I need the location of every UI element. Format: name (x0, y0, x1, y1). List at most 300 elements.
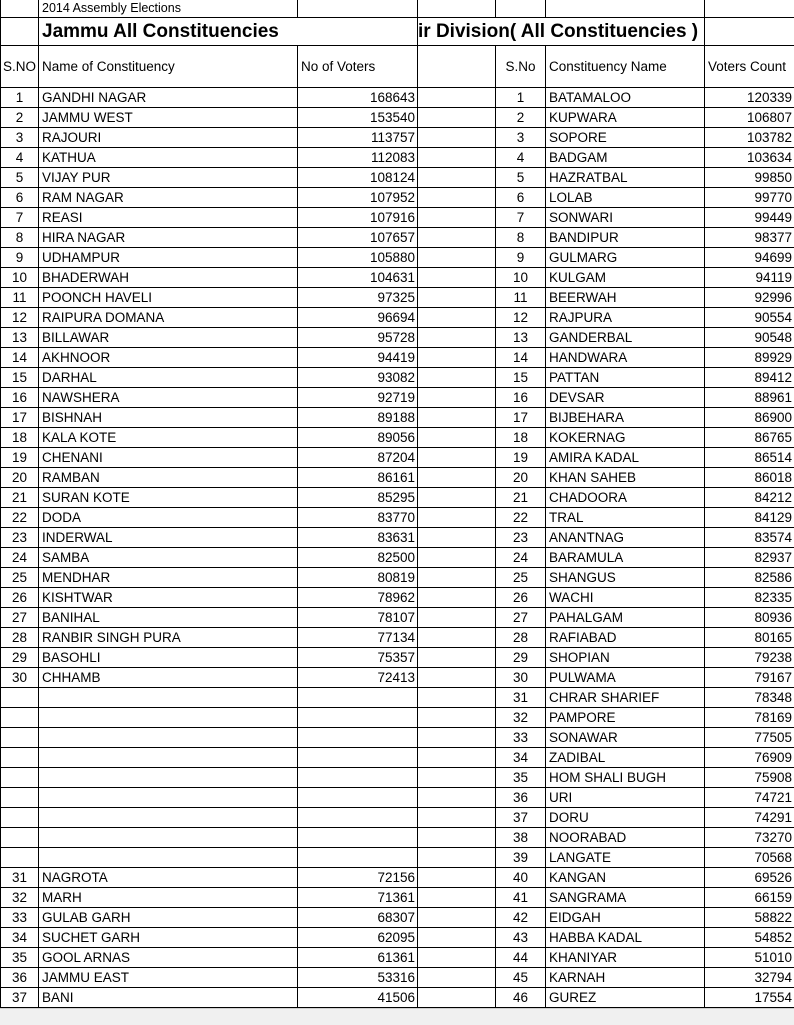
jammu-constituency-name[interactable]: CHENANI (39, 448, 298, 468)
cell[interactable] (418, 468, 496, 488)
kashmir-constituency-name[interactable]: TRAL (546, 508, 705, 528)
jammu-sno[interactable]: 17 (1, 408, 39, 428)
jammu-voters[interactable]: 75357 (298, 648, 418, 668)
jammu-voters[interactable]: 62095 (298, 928, 418, 948)
jammu-constituency-name[interactable]: JAMMU EAST (39, 968, 298, 988)
kashmir-voters[interactable]: 54852 (705, 928, 794, 948)
kashmir-sno[interactable]: 21 (496, 488, 546, 508)
jammu-sno[interactable]: 26 (1, 588, 39, 608)
jammu-voters[interactable] (298, 728, 418, 748)
kashmir-constituency-name[interactable]: RAJPURA (546, 308, 705, 328)
kashmir-sno[interactable]: 40 (496, 868, 546, 888)
kashmir-constituency-name[interactable]: PAHALGAM (546, 608, 705, 628)
jammu-sno[interactable]: 15 (1, 368, 39, 388)
cell[interactable] (418, 888, 496, 908)
kashmir-sno[interactable]: 4 (496, 148, 546, 168)
jammu-constituency-name[interactable] (39, 688, 298, 708)
kashmir-sno[interactable]: 22 (496, 508, 546, 528)
kashmir-constituency-name[interactable]: SOPORE (546, 128, 705, 148)
cell[interactable] (418, 968, 496, 988)
jammu-constituency-name[interactable]: KISHTWAR (39, 588, 298, 608)
kashmir-sno[interactable]: 15 (496, 368, 546, 388)
col-header-sno-right[interactable]: S.No (496, 46, 546, 88)
kashmir-constituency-name[interactable]: DORU (546, 808, 705, 828)
kashmir-sno[interactable]: 3 (496, 128, 546, 148)
cell[interactable] (418, 408, 496, 428)
kashmir-voters[interactable]: 73270 (705, 828, 794, 848)
kashmir-sno[interactable]: 8 (496, 228, 546, 248)
kashmir-voters[interactable]: 78348 (705, 688, 794, 708)
cell[interactable] (418, 108, 496, 128)
kashmir-sno[interactable]: 24 (496, 548, 546, 568)
cell[interactable] (418, 848, 496, 868)
kashmir-sno[interactable]: 37 (496, 808, 546, 828)
cell[interactable] (418, 308, 496, 328)
jammu-sno[interactable]: 30 (1, 668, 39, 688)
kashmir-voters[interactable]: 106807 (705, 108, 794, 128)
jammu-constituency-name[interactable] (39, 768, 298, 788)
kashmir-voters[interactable]: 99770 (705, 188, 794, 208)
kashmir-constituency-name[interactable]: GUREZ (546, 988, 705, 1008)
cell[interactable] (418, 18, 496, 46)
kashmir-voters[interactable]: 86900 (705, 408, 794, 428)
kashmir-constituency-name[interactable]: ANANTNAG (546, 528, 705, 548)
kashmir-voters[interactable]: 80936 (705, 608, 794, 628)
jammu-voters[interactable]: 89056 (298, 428, 418, 448)
jammu-voters[interactable]: 41506 (298, 988, 418, 1008)
kashmir-sno[interactable]: 33 (496, 728, 546, 748)
cell[interactable] (496, 0, 546, 18)
jammu-voters[interactable]: 89188 (298, 408, 418, 428)
jammu-sno[interactable]: 34 (1, 928, 39, 948)
kashmir-sno[interactable]: 26 (496, 588, 546, 608)
kashmir-sno[interactable]: 39 (496, 848, 546, 868)
jammu-voters[interactable]: 71361 (298, 888, 418, 908)
cell[interactable] (418, 0, 496, 18)
jammu-sno[interactable] (1, 828, 39, 848)
jammu-voters[interactable]: 83631 (298, 528, 418, 548)
jammu-voters[interactable]: 153540 (298, 108, 418, 128)
jammu-voters[interactable]: 61361 (298, 948, 418, 968)
kashmir-voters[interactable]: 51010 (705, 948, 794, 968)
kashmir-voters[interactable]: 94699 (705, 248, 794, 268)
jammu-voters[interactable]: 85295 (298, 488, 418, 508)
cell[interactable] (418, 768, 496, 788)
jammu-sno[interactable] (1, 728, 39, 748)
kashmir-voters[interactable]: 79167 (705, 668, 794, 688)
cell[interactable] (418, 448, 496, 468)
kashmir-sno[interactable]: 10 (496, 268, 546, 288)
kashmir-sno[interactable]: 44 (496, 948, 546, 968)
kashmir-sno[interactable]: 32 (496, 708, 546, 728)
jammu-voters[interactable] (298, 828, 418, 848)
jammu-voters[interactable]: 82500 (298, 548, 418, 568)
kashmir-constituency-name[interactable]: BIJBEHARA (546, 408, 705, 428)
cell[interactable] (418, 908, 496, 928)
cell[interactable] (418, 348, 496, 368)
jammu-sno[interactable]: 32 (1, 888, 39, 908)
jammu-sno[interactable]: 33 (1, 908, 39, 928)
jammu-voters[interactable] (298, 748, 418, 768)
jammu-constituency-name[interactable] (39, 848, 298, 868)
cell[interactable] (418, 548, 496, 568)
jammu-constituency-name[interactable]: INDERWAL (39, 528, 298, 548)
jammu-sno[interactable]: 28 (1, 628, 39, 648)
kashmir-constituency-name[interactable]: SONWARI (546, 208, 705, 228)
jammu-sno[interactable]: 5 (1, 168, 39, 188)
kashmir-constituency-name[interactable]: SHANGUS (546, 568, 705, 588)
jammu-voters[interactable]: 107657 (298, 228, 418, 248)
jammu-sno[interactable]: 7 (1, 208, 39, 228)
jammu-sno[interactable]: 9 (1, 248, 39, 268)
kashmir-sno[interactable]: 14 (496, 348, 546, 368)
jammu-voters[interactable]: 112083 (298, 148, 418, 168)
jammu-sno[interactable]: 25 (1, 568, 39, 588)
jammu-voters[interactable]: 77134 (298, 628, 418, 648)
cell[interactable] (418, 508, 496, 528)
kashmir-constituency-name[interactable]: URI (546, 788, 705, 808)
kashmir-constituency-name[interactable]: LOLAB (546, 188, 705, 208)
kashmir-constituency-name[interactable]: NOORABAD (546, 828, 705, 848)
kashmir-constituency-name[interactable]: BATAMALOO (546, 88, 705, 108)
kashmir-sno[interactable]: 11 (496, 288, 546, 308)
kashmir-constituency-name[interactable]: CHRAR SHARIEF (546, 688, 705, 708)
cell[interactable] (418, 328, 496, 348)
cell[interactable] (418, 46, 496, 88)
kashmir-voters[interactable]: 90548 (705, 328, 794, 348)
kashmir-constituency-name[interactable]: SHOPIAN (546, 648, 705, 668)
jammu-constituency-name[interactable]: KATHUA (39, 148, 298, 168)
jammu-constituency-name[interactable]: VIJAY PUR (39, 168, 298, 188)
kashmir-voters[interactable]: 103782 (705, 128, 794, 148)
cell[interactable] (418, 528, 496, 548)
kashmir-sno[interactable]: 41 (496, 888, 546, 908)
kashmir-sno[interactable]: 18 (496, 428, 546, 448)
jammu-voters[interactable]: 107916 (298, 208, 418, 228)
kashmir-voters[interactable]: 66159 (705, 888, 794, 908)
jammu-voters[interactable]: 97325 (298, 288, 418, 308)
kashmir-voters[interactable]: 78169 (705, 708, 794, 728)
jammu-constituency-name[interactable]: AKHNOOR (39, 348, 298, 368)
jammu-sno[interactable] (1, 748, 39, 768)
jammu-voters[interactable]: 105880 (298, 248, 418, 268)
kashmir-constituency-name[interactable]: WACHI (546, 588, 705, 608)
jammu-sno[interactable]: 19 (1, 448, 39, 468)
kashmir-voters[interactable]: 77505 (705, 728, 794, 748)
kashmir-voters[interactable]: 70568 (705, 848, 794, 868)
kashmir-voters[interactable]: 58822 (705, 908, 794, 928)
kashmir-voters[interactable]: 74291 (705, 808, 794, 828)
kashmir-voters[interactable]: 74721 (705, 788, 794, 808)
kashmir-voters[interactable]: 32794 (705, 968, 794, 988)
kashmir-sno[interactable]: 25 (496, 568, 546, 588)
jammu-sno[interactable]: 35 (1, 948, 39, 968)
kashmir-sno[interactable]: 9 (496, 248, 546, 268)
jammu-voters[interactable]: 53316 (298, 968, 418, 988)
cell[interactable] (418, 228, 496, 248)
cell[interactable] (418, 828, 496, 848)
jammu-voters[interactable] (298, 708, 418, 728)
cell[interactable] (418, 248, 496, 268)
kashmir-voters[interactable]: 120339 (705, 88, 794, 108)
jammu-voters[interactable]: 87204 (298, 448, 418, 468)
jammu-voters[interactable]: 86161 (298, 468, 418, 488)
cell[interactable] (298, 18, 418, 46)
jammu-voters[interactable]: 104631 (298, 268, 418, 288)
kashmir-sno[interactable]: 23 (496, 528, 546, 548)
kashmir-constituency-name[interactable]: KUPWARA (546, 108, 705, 128)
jammu-sno[interactable]: 20 (1, 468, 39, 488)
jammu-constituency-name[interactable]: RAMBAN (39, 468, 298, 488)
kashmir-voters[interactable]: 86514 (705, 448, 794, 468)
jammu-sno[interactable] (1, 688, 39, 708)
kashmir-voters[interactable]: 80165 (705, 628, 794, 648)
jammu-constituency-name[interactable]: BISHNAH (39, 408, 298, 428)
jammu-sno[interactable]: 1 (1, 88, 39, 108)
cell[interactable] (418, 688, 496, 708)
kashmir-voters[interactable]: 92996 (705, 288, 794, 308)
cell[interactable] (418, 808, 496, 828)
kashmir-sno[interactable]: 45 (496, 968, 546, 988)
col-header-name-right[interactable]: Constituency Name (546, 46, 705, 88)
jammu-constituency-name[interactable]: BILLAWAR (39, 328, 298, 348)
jammu-constituency-name[interactable]: GANDHI NAGAR (39, 88, 298, 108)
cell[interactable] (418, 168, 496, 188)
kashmir-sno[interactable]: 29 (496, 648, 546, 668)
cell[interactable] (418, 988, 496, 1008)
jammu-constituency-name[interactable]: MARH (39, 888, 298, 908)
jammu-voters[interactable]: 92719 (298, 388, 418, 408)
cell[interactable] (705, 18, 794, 46)
jammu-sno[interactable]: 24 (1, 548, 39, 568)
jammu-constituency-name[interactable]: KALA KOTE (39, 428, 298, 448)
col-header-name-left[interactable]: Name of Constituency (39, 46, 298, 88)
kashmir-voters[interactable]: 75908 (705, 768, 794, 788)
kashmir-voters[interactable]: 99850 (705, 168, 794, 188)
jammu-constituency-name[interactable]: DARHAL (39, 368, 298, 388)
subtitle-cell[interactable]: 2014 Assembly Elections (39, 0, 298, 18)
kashmir-voters[interactable]: 89412 (705, 368, 794, 388)
kashmir-constituency-name[interactable]: KHAN SAHEB (546, 468, 705, 488)
jammu-voters[interactable]: 94419 (298, 348, 418, 368)
jammu-constituency-name[interactable]: SAMBA (39, 548, 298, 568)
cell[interactable] (418, 568, 496, 588)
kashmir-voters[interactable]: 82937 (705, 548, 794, 568)
cell[interactable] (418, 148, 496, 168)
cell[interactable] (418, 488, 496, 508)
jammu-sno[interactable]: 31 (1, 868, 39, 888)
cell[interactable] (418, 748, 496, 768)
jammu-sno[interactable]: 12 (1, 308, 39, 328)
jammu-constituency-name[interactable] (39, 808, 298, 828)
kashmir-constituency-name[interactable]: SONAWAR (546, 728, 705, 748)
jammu-sno[interactable] (1, 848, 39, 868)
kashmir-voters[interactable]: 99449 (705, 208, 794, 228)
kashmir-sno[interactable]: 16 (496, 388, 546, 408)
jammu-voters[interactable]: 78962 (298, 588, 418, 608)
jammu-sno[interactable]: 11 (1, 288, 39, 308)
kashmir-sno[interactable]: 20 (496, 468, 546, 488)
cell[interactable] (418, 788, 496, 808)
jammu-sno[interactable] (1, 808, 39, 828)
jammu-voters[interactable] (298, 788, 418, 808)
jammu-voters[interactable]: 78107 (298, 608, 418, 628)
jammu-voters[interactable]: 108124 (298, 168, 418, 188)
kashmir-constituency-name[interactable]: CHADOORA (546, 488, 705, 508)
kashmir-constituency-name[interactable]: GANDERBAL (546, 328, 705, 348)
kashmir-constituency-name[interactable]: EIDGAH (546, 908, 705, 928)
jammu-voters[interactable]: 68307 (298, 908, 418, 928)
jammu-voters[interactable] (298, 848, 418, 868)
cell[interactable] (418, 928, 496, 948)
jammu-constituency-name[interactable]: UDHAMPUR (39, 248, 298, 268)
jammu-constituency-name[interactable]: RAJOURI (39, 128, 298, 148)
cell[interactable] (1, 0, 39, 18)
jammu-voters[interactable] (298, 688, 418, 708)
kashmir-constituency-name[interactable]: KHANIYAR (546, 948, 705, 968)
cell[interactable] (418, 868, 496, 888)
kashmir-voters[interactable]: 82335 (705, 588, 794, 608)
jammu-voters[interactable]: 96694 (298, 308, 418, 328)
jammu-constituency-name[interactable]: BANI (39, 988, 298, 1008)
jammu-constituency-name[interactable]: HIRA NAGAR (39, 228, 298, 248)
kashmir-sno[interactable]: 34 (496, 748, 546, 768)
kashmir-constituency-name[interactable]: BEERWAH (546, 288, 705, 308)
kashmir-sno[interactable]: 30 (496, 668, 546, 688)
kashmir-constituency-name[interactable]: RAFIABAD (546, 628, 705, 648)
cell[interactable] (705, 0, 794, 18)
jammu-constituency-name[interactable] (39, 728, 298, 748)
cell[interactable] (418, 128, 496, 148)
jammu-sno[interactable] (1, 708, 39, 728)
jammu-voters[interactable]: 93082 (298, 368, 418, 388)
kashmir-voters[interactable]: 76909 (705, 748, 794, 768)
cell[interactable] (1, 18, 39, 46)
col-header-voters-left[interactable]: No of Voters (298, 46, 418, 88)
jammu-sno[interactable]: 10 (1, 268, 39, 288)
cell[interactable] (418, 268, 496, 288)
jammu-constituency-name[interactable]: BANIHAL (39, 608, 298, 628)
kashmir-voters[interactable]: 89929 (705, 348, 794, 368)
jammu-voters[interactable] (298, 768, 418, 788)
jammu-sno[interactable]: 37 (1, 988, 39, 1008)
cell[interactable] (418, 388, 496, 408)
kashmir-sno[interactable]: 1 (496, 88, 546, 108)
kashmir-constituency-name[interactable]: HANDWARA (546, 348, 705, 368)
kashmir-constituency-name[interactable]: PULWAMA (546, 668, 705, 688)
kashmir-voters[interactable]: 82586 (705, 568, 794, 588)
cell[interactable] (298, 0, 418, 18)
kashmir-voters[interactable]: 88961 (705, 388, 794, 408)
jammu-constituency-name[interactable]: BASOHLI (39, 648, 298, 668)
kashmir-sno[interactable]: 27 (496, 608, 546, 628)
kashmir-voters[interactable]: 94119 (705, 268, 794, 288)
jammu-sno[interactable]: 27 (1, 608, 39, 628)
cell[interactable] (418, 648, 496, 668)
jammu-constituency-name[interactable] (39, 788, 298, 808)
kashmir-constituency-name[interactable]: PATTAN (546, 368, 705, 388)
jammu-sno[interactable]: 6 (1, 188, 39, 208)
jammu-constituency-name[interactable]: NAGROTA (39, 868, 298, 888)
jammu-voters[interactable]: 72413 (298, 668, 418, 688)
jammu-voters[interactable]: 72156 (298, 868, 418, 888)
cell[interactable] (418, 588, 496, 608)
jammu-voters[interactable] (298, 808, 418, 828)
kashmir-sno[interactable]: 43 (496, 928, 546, 948)
jammu-constituency-name[interactable]: NAWSHERA (39, 388, 298, 408)
cell[interactable] (546, 0, 705, 18)
cell[interactable] (418, 708, 496, 728)
kashmir-constituency-name[interactable]: KARNAH (546, 968, 705, 988)
col-header-sno-left[interactable]: S.NO (1, 46, 39, 88)
jammu-sno[interactable] (1, 788, 39, 808)
kashmir-constituency-name[interactable]: HOM SHALI BUGH (546, 768, 705, 788)
jammu-sno[interactable]: 14 (1, 348, 39, 368)
jammu-voters[interactable]: 168643 (298, 88, 418, 108)
jammu-sno[interactable]: 16 (1, 388, 39, 408)
kashmir-sno[interactable]: 28 (496, 628, 546, 648)
kashmir-voters[interactable]: 86765 (705, 428, 794, 448)
jammu-sno[interactable]: 22 (1, 508, 39, 528)
kashmir-voters[interactable]: 83574 (705, 528, 794, 548)
cell[interactable] (418, 668, 496, 688)
kashmir-sno[interactable]: 38 (496, 828, 546, 848)
jammu-constituency-name[interactable]: CHHAMB (39, 668, 298, 688)
jammu-sno[interactable]: 13 (1, 328, 39, 348)
kashmir-sno[interactable]: 6 (496, 188, 546, 208)
cell[interactable] (418, 208, 496, 228)
jammu-sno[interactable] (1, 768, 39, 788)
kashmir-constituency-name[interactable]: AMIRA KADAL (546, 448, 705, 468)
jammu-constituency-name[interactable]: GULAB GARH (39, 908, 298, 928)
kashmir-sno[interactable]: 13 (496, 328, 546, 348)
kashmir-sno[interactable]: 5 (496, 168, 546, 188)
jammu-voters[interactable]: 113757 (298, 128, 418, 148)
jammu-constituency-name[interactable] (39, 708, 298, 728)
kashmir-constituency-name[interactable]: KOKERNAG (546, 428, 705, 448)
cell[interactable] (418, 948, 496, 968)
kashmir-sno[interactable]: 36 (496, 788, 546, 808)
cell[interactable] (418, 288, 496, 308)
jammu-constituency-name[interactable]: GOOL ARNAS (39, 948, 298, 968)
kashmir-voters[interactable]: 84129 (705, 508, 794, 528)
kashmir-voters[interactable]: 86018 (705, 468, 794, 488)
jammu-sno[interactable]: 36 (1, 968, 39, 988)
kashmir-constituency-name[interactable]: ZADIBAL (546, 748, 705, 768)
kashmir-constituency-name[interactable]: BANDIPUR (546, 228, 705, 248)
jammu-sno[interactable]: 8 (1, 228, 39, 248)
jammu-sno[interactable]: 21 (1, 488, 39, 508)
cell[interactable] (418, 188, 496, 208)
kashmir-voters[interactable]: 98377 (705, 228, 794, 248)
kashmir-voters[interactable]: 90554 (705, 308, 794, 328)
jammu-constituency-name[interactable]: RAIPURA DOMANA (39, 308, 298, 328)
kashmir-sno[interactable]: 2 (496, 108, 546, 128)
col-header-voters-right[interactable]: Voters Count (705, 46, 794, 88)
jammu-sno[interactable]: 3 (1, 128, 39, 148)
jammu-constituency-name[interactable]: BHADERWAH (39, 268, 298, 288)
jammu-sno[interactable]: 2 (1, 108, 39, 128)
jammu-voters[interactable]: 107952 (298, 188, 418, 208)
kashmir-constituency-name[interactable]: GULMARG (546, 248, 705, 268)
cell[interactable] (418, 608, 496, 628)
kashmir-constituency-name[interactable]: BARAMULA (546, 548, 705, 568)
jammu-constituency-name[interactable]: SURAN KOTE (39, 488, 298, 508)
cell[interactable] (418, 628, 496, 648)
jammu-constituency-name[interactable]: MENDHAR (39, 568, 298, 588)
kashmir-constituency-name[interactable]: PAMPORE (546, 708, 705, 728)
jammu-sno[interactable]: 29 (1, 648, 39, 668)
